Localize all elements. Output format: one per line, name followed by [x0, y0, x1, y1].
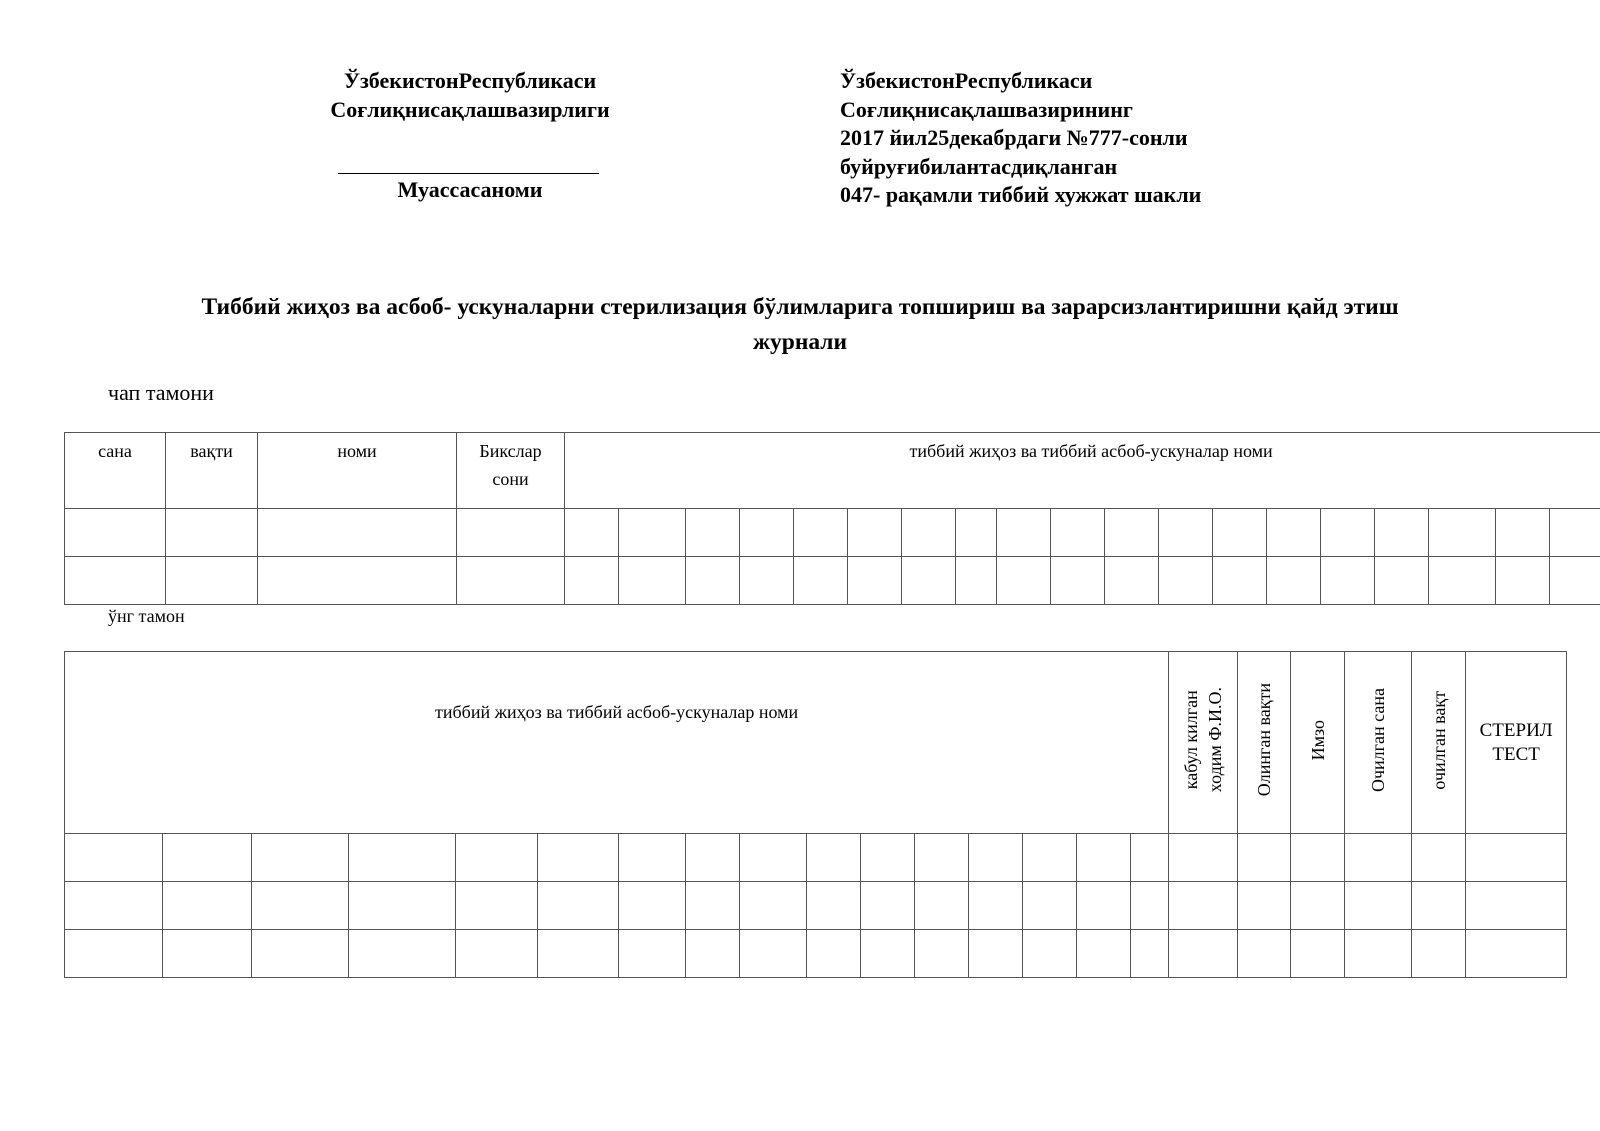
header-left-line1: ЎзбекистонРеспубликаси [343, 68, 597, 93]
title-line1: Тиббий жиҳоз ва асбоб- ускуналарни стерилизация бўлимларига топшириш ва зарарсизлантиришни қайд этиш [201, 294, 1399, 320]
header-bix-count [457, 433, 565, 509]
header-signature: Имзо [1291, 652, 1345, 834]
header-right-line5: 047- рақамли тиббий хужжат шакли [840, 182, 1202, 207]
right-side-label: ўнг тамон [108, 606, 185, 626]
title-line2: журнали [752, 329, 848, 355]
header-right-line4: буйруғибилантасдиқланган [840, 153, 1118, 179]
left-side-table [64, 432, 1600, 605]
institution-name-blank-line [338, 173, 599, 174]
table-row [65, 834, 1567, 882]
bix-count-line2: сони [492, 469, 529, 489]
table-row [65, 930, 1567, 978]
header-steril-test [1466, 652, 1567, 834]
header-left-line2: Соғлиқнисақлашвазирлиги [330, 96, 610, 122]
header-received-time: Олинган вақти [1238, 652, 1291, 834]
bix-count-line1: Бикслар [479, 441, 542, 461]
header-equipment-names-right: тиббий жиҳоз ва тиббий асбоб-ускуналар номи [65, 652, 1169, 834]
table-row [65, 882, 1567, 930]
header-right-line3: 2017 йил25декабрдаги №777-сонли [840, 125, 1188, 150]
header-opened-date: Очилган сана [1345, 652, 1412, 834]
table-row [65, 509, 1600, 557]
left-side-label: чап тамони [108, 380, 214, 405]
header-date: сана [65, 433, 166, 509]
document-title [60, 290, 1540, 360]
header-time: вақти [166, 433, 258, 509]
table-row [65, 557, 1600, 605]
header-name: номи [258, 433, 457, 509]
received-by-text: кабул килган ходим Ф.И.О. [1181, 687, 1226, 793]
header-opened-time: очилган вақт [1412, 652, 1466, 834]
approval-header-right [840, 67, 1201, 210]
steril-line2: ТЕСТ [1492, 743, 1540, 765]
steril-line1: СТЕРИЛ [1479, 719, 1553, 741]
header-right-line2: Соғлиқнисақлашвазирининг [840, 96, 1133, 122]
institution-name-label: Муассасаноми [397, 177, 543, 202]
ministry-header-left [250, 67, 690, 124]
right-side-table [64, 651, 1567, 978]
header-right-line1: ЎзбекистонРеспубликаси [840, 68, 1093, 93]
header-received-by [1169, 652, 1238, 834]
header-equipment-names: тиббий жиҳоз ва тиббий асбоб-ускуналар номи [565, 433, 1600, 509]
